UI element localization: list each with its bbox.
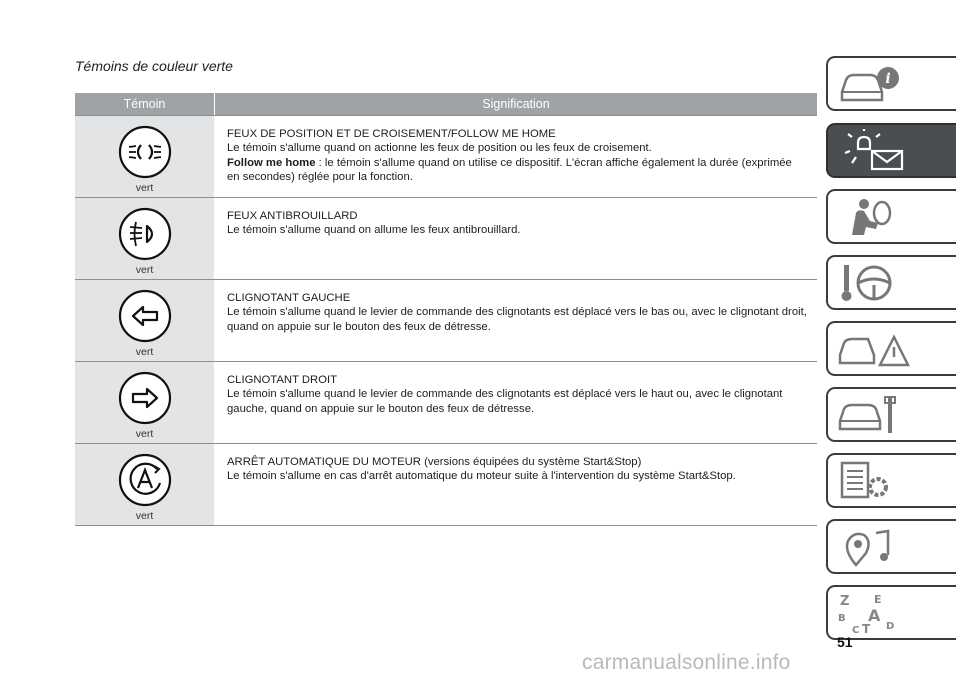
tab-technical-data[interactable] [826,453,956,508]
signification-cell [214,444,817,525]
low-beam-position-lights-icon [117,124,173,180]
fog-light-icon [117,206,173,262]
icon-cell [75,198,214,279]
page-number: 51 [837,634,853,650]
table-header [75,93,817,115]
svg-text:C: C [852,625,860,635]
multimedia-icon [834,525,944,569]
row-description: Le témoin s'allume quand on actionne les feux de position ou les feux de croisement. [227,142,652,155]
signification-cell [214,362,817,443]
row-bold-term: Follow me home [227,156,316,169]
icon-cell [75,116,214,197]
warning-lights-table [75,93,817,526]
row-extra [227,156,807,185]
tab-emergency[interactable] [826,321,956,376]
right-turn-signal-icon [117,370,173,426]
icon-cell [75,362,214,443]
tab-car-info[interactable] [826,56,956,111]
specs-gear-icon [834,459,944,503]
car-crash-warning-icon [834,327,944,371]
row-description: Le témoin s'allume quand le levier de commande des clignotants est déplacé vers le haut ou, avec le clignotant gauche, quand on appuie sur le bouton des feux de détresse. [227,388,783,415]
signification-cell [214,198,817,279]
signification-cell [214,280,817,361]
table-row [75,198,817,280]
car-wrench-icon [834,393,944,437]
table-row [75,115,817,198]
key-steering-wheel-icon [834,261,944,305]
tab-warning-lights[interactable] [826,123,956,178]
row-description: Le témoin s'allume quand on allume les feux antibrouillard. [227,224,521,237]
car-info-icon [834,62,944,106]
seat-airbag-icon [834,195,944,239]
signification-cell [214,116,817,197]
section-title: Témoins de couleur verte [75,58,233,74]
row-title: ARRÊT AUTOMATIQUE DU MOTEUR (versions équipées du système Start&Stop) [227,456,642,468]
watermark: carmanualsonline.info [582,651,791,674]
row-description: Le témoin s'allume quand le levier de commande des clignotants est déplacé vers le bas ou, avec le clignotant droit, quand on appuie sur le bouton des feux de détresse. [227,306,807,333]
table-row [75,362,817,444]
svg-text:E: E [874,593,882,606]
table-row [75,444,817,526]
tab-maintenance[interactable] [826,387,956,442]
row-title: CLIGNOTANT DROIT [227,374,338,386]
icon-caption: vert [135,428,154,440]
start-stop-icon [117,452,173,508]
column-header-signification: Signification [214,93,817,115]
row-title: CLIGNOTANT GAUCHE [227,292,351,304]
icon-caption: vert [135,264,154,276]
tab-starting-driving[interactable] [826,255,956,310]
svg-text:Z: Z [840,594,850,609]
svg-text:A: A [868,606,881,625]
icon-caption: vert [135,510,154,522]
row-title: FEUX DE POSITION ET DE CROISEMENT/FOLLOW ME HOME [227,128,556,140]
tab-safety[interactable] [826,189,956,244]
left-turn-signal-icon [117,288,173,344]
icon-caption: vert [135,346,154,358]
svg-text:B: B [838,613,846,624]
row-title: FEUX ANTIBROUILLARD [227,210,358,222]
icon-cell [75,280,214,361]
icon-caption: vert [135,182,154,194]
tab-multimedia[interactable] [826,519,956,574]
svg-text:i: i [885,71,891,87]
column-header-temoin: Témoin [123,97,166,111]
warning-light-message-icon [834,129,944,173]
icon-cell [75,444,214,525]
row-extra-text: : le témoin s'allume quand on utilise ce dispositif. L'écran affiche également la durée (exprimée en secondes) réglée pour la fonction. [227,156,792,184]
svg-text:D: D [886,621,895,632]
svg-text:T: T [862,622,871,635]
table-row [75,280,817,362]
tab-index[interactable] [826,585,956,640]
row-description: Le témoin s'allume en cas d'arrêt automatique du moteur suite à l'intervention du système Start&Stop. [227,470,736,483]
alphabetical-index-icon [834,591,944,635]
